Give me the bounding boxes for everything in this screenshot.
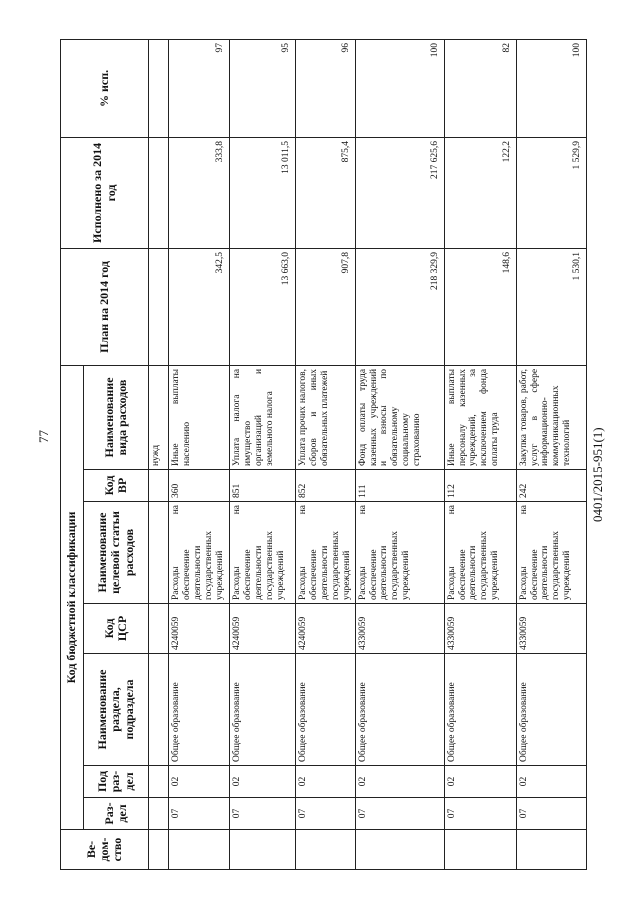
cell-podrazdel <box>149 766 169 798</box>
table-row <box>444 39 516 869</box>
cell-pct: 82 <box>444 39 516 137</box>
cell-exec: 122,2 <box>444 137 516 248</box>
cell-vr <box>149 470 169 502</box>
cell-csr-name: Расходы на обеспечение деятельности государственных учреждений <box>296 502 356 604</box>
page-number: 77 <box>36 430 51 443</box>
cell-csr: 4240059 <box>296 604 356 654</box>
cell-csr-name: Расходы на обеспечение деятельности государственных учреждений <box>169 502 230 604</box>
cell-csr: 4240059 <box>230 604 296 654</box>
cell-razdel: 07 <box>444 798 516 830</box>
cell-vr-name: Уплата налога на имущество организаций и земельного налога <box>230 365 296 469</box>
cell-plan <box>149 248 169 365</box>
cell-podrazdel: 02 <box>296 766 356 798</box>
cell-pct: 97 <box>169 39 230 137</box>
cell-vr: 852 <box>296 470 356 502</box>
cell-razdel: 07 <box>516 798 586 830</box>
cell-pct: 100 <box>355 39 444 137</box>
cell-pct: 95 <box>230 39 296 137</box>
budget-table <box>60 39 587 870</box>
cell-plan: 218 329,9 <box>355 248 444 365</box>
cell-razdel-name: Общее образование <box>169 654 230 766</box>
cell-razdel <box>149 798 169 830</box>
cell-razdel-name: Общее образование <box>516 654 586 766</box>
header-razdel: Раз-дел <box>84 798 149 830</box>
header-vr-name: Наименование вида расходов <box>84 365 149 469</box>
cell-vr: 360 <box>169 470 230 502</box>
header-exec: Исполнено за 2014 год <box>61 137 149 248</box>
cell-csr: 4330059 <box>444 604 516 654</box>
cell-razdel: 07 <box>296 798 356 830</box>
cell-razdel-name <box>149 654 169 766</box>
cell-plan: 148,6 <box>444 248 516 365</box>
cell-csr-name: Расходы на обеспечение деятельности государственных учреждений <box>444 502 516 604</box>
cell-csr-name <box>149 502 169 604</box>
cell-exec <box>149 137 169 248</box>
cell-podrazdel: 02 <box>169 766 230 798</box>
cell-razdel: 07 <box>169 798 230 830</box>
cell-razdel-name: Общее образование <box>355 654 444 766</box>
cell-podrazdel: 02 <box>444 766 516 798</box>
header-vr: Код ВР <box>84 470 149 502</box>
cell-csr-name: Расходы на обеспечение деятельности государственных учреждений <box>355 502 444 604</box>
cell-razdel: 07 <box>355 798 444 830</box>
cell-csr: 4330059 <box>355 604 444 654</box>
cell-vr: 851 <box>230 470 296 502</box>
table-row <box>230 39 296 869</box>
header-ved: Ве-дом-ство <box>61 830 149 870</box>
cell-ved <box>444 830 516 870</box>
cell-vr: 242 <box>516 470 586 502</box>
cell-plan: 342,5 <box>169 248 230 365</box>
header-podrazdel: Под раз-дел <box>84 766 149 798</box>
cell-razdel-name: Общее образование <box>296 654 356 766</box>
cell-exec: 1 529,9 <box>516 137 586 248</box>
cell-podrazdel: 02 <box>230 766 296 798</box>
cell-ved <box>516 830 586 870</box>
cell-exec: 875,4 <box>296 137 356 248</box>
cell-podrazdel: 02 <box>516 766 586 798</box>
cell-csr-name: Расходы на обеспечение деятельности государственных учреждений <box>230 502 296 604</box>
table-row <box>296 39 356 869</box>
header-csr: Код ЦСР <box>84 604 149 654</box>
cell-ved <box>296 830 356 870</box>
budget-table-container <box>60 40 582 870</box>
cell-vr-name: Уплата прочих налогов, сборов и иных обязательных платежей <box>296 365 356 469</box>
table-row <box>516 39 586 869</box>
cell-razdel-name: Общее образование <box>230 654 296 766</box>
cell-vr-name: Иные выплаты населению <box>169 365 230 469</box>
cell-razdel: 07 <box>230 798 296 830</box>
header-budget-classification: Код бюджетной классификации <box>61 365 84 829</box>
cell-vr: 111 <box>355 470 444 502</box>
document-code: 0401/2015-951(1) <box>590 427 605 522</box>
cell-csr <box>149 604 169 654</box>
header-plan: План на 2014 год <box>61 248 149 365</box>
cell-plan: 1 530,1 <box>516 248 586 365</box>
table-row <box>149 39 169 869</box>
header-csr-name: Наименование целевой статьи расходов <box>84 502 149 604</box>
cell-csr: 4240059 <box>169 604 230 654</box>
cell-ved <box>149 830 169 870</box>
cell-pct: 96 <box>296 39 356 137</box>
header-pct: % исп. <box>61 39 149 137</box>
table-row <box>169 39 230 869</box>
cell-csr: 4330059 <box>516 604 586 654</box>
cell-exec: 217 625,6 <box>355 137 444 248</box>
header-razdel-name: Наименование раздела, подраздела <box>84 654 149 766</box>
cell-pct <box>149 39 169 137</box>
cell-vr: 112 <box>444 470 516 502</box>
table-row <box>355 39 444 869</box>
cell-vr-name: Закупка товаров, работ, услуг в сфере информационно-коммуникационных технологий <box>516 365 586 469</box>
cell-vr-name: Иные выплаты персоналу казенных учреждений, за исключением фонда оплаты труда <box>444 365 516 469</box>
cell-vr-name: нужд <box>149 365 169 469</box>
cell-vr-name: Фонд оплаты труда казенных учреждений и взносы по обязательному социальному страхованию <box>355 365 444 469</box>
cell-ved <box>355 830 444 870</box>
cell-razdel-name: Общее образование <box>444 654 516 766</box>
cell-exec: 13 011,5 <box>230 137 296 248</box>
cell-podrazdel: 02 <box>355 766 444 798</box>
cell-exec: 333,8 <box>169 137 230 248</box>
cell-ved <box>169 830 230 870</box>
cell-plan: 907,8 <box>296 248 356 365</box>
cell-csr-name: Расходы на обеспечение деятельности государственных учреждений <box>516 502 586 604</box>
cell-plan: 13 663,0 <box>230 248 296 365</box>
cell-ved <box>230 830 296 870</box>
cell-pct: 100 <box>516 39 586 137</box>
